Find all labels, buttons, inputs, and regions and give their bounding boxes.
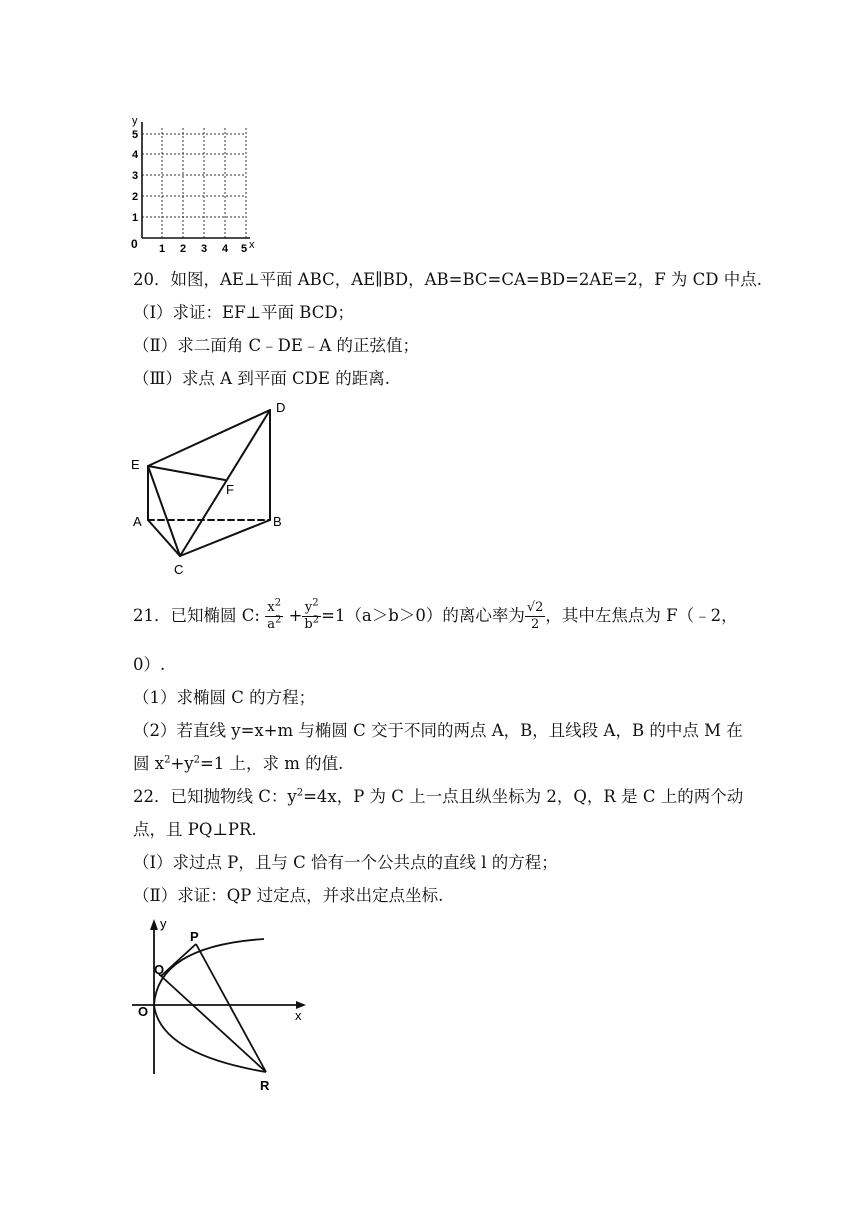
q21-part1: （1）求椭圆 C 的方程； bbox=[133, 688, 316, 707]
q21-frac1-top: x bbox=[267, 600, 275, 615]
q21-stem-end: ，其中左焦点为 F（﹣2， bbox=[545, 606, 738, 625]
q21-frac1-bot: a bbox=[267, 617, 275, 632]
q22-stem-b: =4x，P 为 C 上一点且纵坐标为 2，Q，R 是 C 上的两个动 bbox=[303, 787, 744, 806]
q22-stem-a: 22．已知抛物线 C：y bbox=[133, 787, 297, 806]
q21-part2-line2 bbox=[133, 753, 343, 775]
q21-stem-start: 21．已知椭圆 C: bbox=[133, 606, 260, 625]
grid-x-tick: 2 bbox=[180, 243, 187, 255]
grid-x-tick: 3 bbox=[201, 243, 208, 255]
q21-frac2-top-exp: 2 bbox=[312, 597, 319, 609]
q22-label-x: x bbox=[295, 1008, 302, 1023]
q21-ecc-den: 2 bbox=[530, 617, 540, 632]
q22-label-q: Q bbox=[154, 962, 165, 977]
q20-label-d: D bbox=[276, 400, 286, 415]
q22-segment-qr bbox=[161, 976, 266, 1072]
q22-part1: （Ⅰ）求过点 P，且与 C 恰有一个公共点的直线 l 的方程； bbox=[133, 853, 558, 872]
q21-part2-a: 圆 x bbox=[133, 754, 165, 773]
q20-label-a: A bbox=[133, 514, 142, 529]
grid-y-tick: 5 bbox=[132, 129, 139, 141]
q22-parabola-lower bbox=[154, 1005, 266, 1072]
q21-eccentricity bbox=[525, 600, 546, 633]
q20-part2: （Ⅱ）求二面角 C﹣DE﹣A 的正弦值； bbox=[133, 336, 420, 355]
q20-stem: 20．如图，AE⊥平面 ABC，AE∥BD，AB=BC=CA=BD=2AE=2，F 为 CD 中点. bbox=[133, 270, 762, 289]
q21-frac1-top-exp: 2 bbox=[274, 597, 282, 609]
q21-frac2-top: y bbox=[304, 600, 313, 615]
grid-x-tick: 4 bbox=[222, 243, 229, 255]
q22-segment-pq bbox=[161, 944, 196, 976]
q20-label-c: C bbox=[174, 562, 184, 577]
q21-part2-exp2: 2 bbox=[193, 754, 200, 766]
q20-label-f: F bbox=[226, 482, 234, 497]
q22-segment-pr bbox=[196, 944, 266, 1072]
grid-origin-label: 0 bbox=[131, 237, 138, 251]
grid-y-label: y bbox=[132, 115, 138, 127]
grid-lines bbox=[142, 128, 246, 238]
q20-part3: （Ⅲ）求点 A 到平面 CDE 的距离. bbox=[133, 369, 390, 388]
q22-stem-exp: 2 bbox=[296, 787, 304, 799]
q21-frac2-bot-exp: 2 bbox=[312, 614, 320, 626]
grid-y-tick: 1 bbox=[132, 212, 139, 224]
q21-frac1-bot-exp: 2 bbox=[274, 614, 282, 626]
grid-y-tick: 4 bbox=[132, 149, 139, 161]
q21-fraction-x bbox=[265, 597, 283, 633]
q21-stem bbox=[133, 592, 738, 640]
q21-part2-exp1: 2 bbox=[164, 754, 171, 766]
q21-part2-b: +y bbox=[170, 754, 194, 773]
q21-fraction-y bbox=[302, 597, 321, 633]
grid-x-tick: 1 bbox=[159, 243, 166, 255]
q22-stem-line2: 点，且 PQ⊥PR. bbox=[133, 820, 257, 839]
grid-x-tick: 5 bbox=[241, 243, 248, 255]
q22-label-p: P bbox=[190, 929, 199, 944]
q21-part2-line1: （2）若直线 y=x+m 与椭圆 C 交于不同的两点 A，B，且线段 A，B 的中点 M 在 bbox=[133, 721, 743, 740]
grid-y-tick: 2 bbox=[132, 191, 139, 203]
q21-stem-mid: =1（a＞b＞0）的离心率为 bbox=[321, 606, 525, 625]
q22-stem-line1 bbox=[133, 786, 743, 808]
q21-part2-c: =1 上，求 m 的值. bbox=[199, 754, 344, 773]
q20-part1: （Ⅰ）求证：EF⊥平面 BCD； bbox=[133, 303, 355, 322]
q20-solid-figure bbox=[128, 398, 293, 580]
grid-x-label: x bbox=[249, 239, 255, 251]
q21-frac2-bot: b bbox=[304, 617, 313, 632]
q20-label-b: B bbox=[273, 514, 282, 529]
q22-parabola-upper bbox=[154, 939, 264, 1005]
q22-parabola-figure bbox=[128, 914, 313, 1094]
q22-label-r: R bbox=[260, 1078, 270, 1093]
q21-stem-line2: 0）. bbox=[133, 655, 166, 674]
q20-label-e: E bbox=[131, 457, 140, 472]
q21-plus: + bbox=[288, 606, 303, 625]
q22-label-y: y bbox=[160, 916, 167, 931]
q22-part2: （Ⅱ）求证：QP 过定点，并求出定点坐标. bbox=[133, 886, 444, 905]
grid-y-tick: 3 bbox=[132, 170, 139, 182]
q22-label-o: O bbox=[138, 1004, 149, 1019]
q21-ecc-num: √2 bbox=[526, 600, 544, 615]
grid-figure bbox=[128, 112, 258, 257]
